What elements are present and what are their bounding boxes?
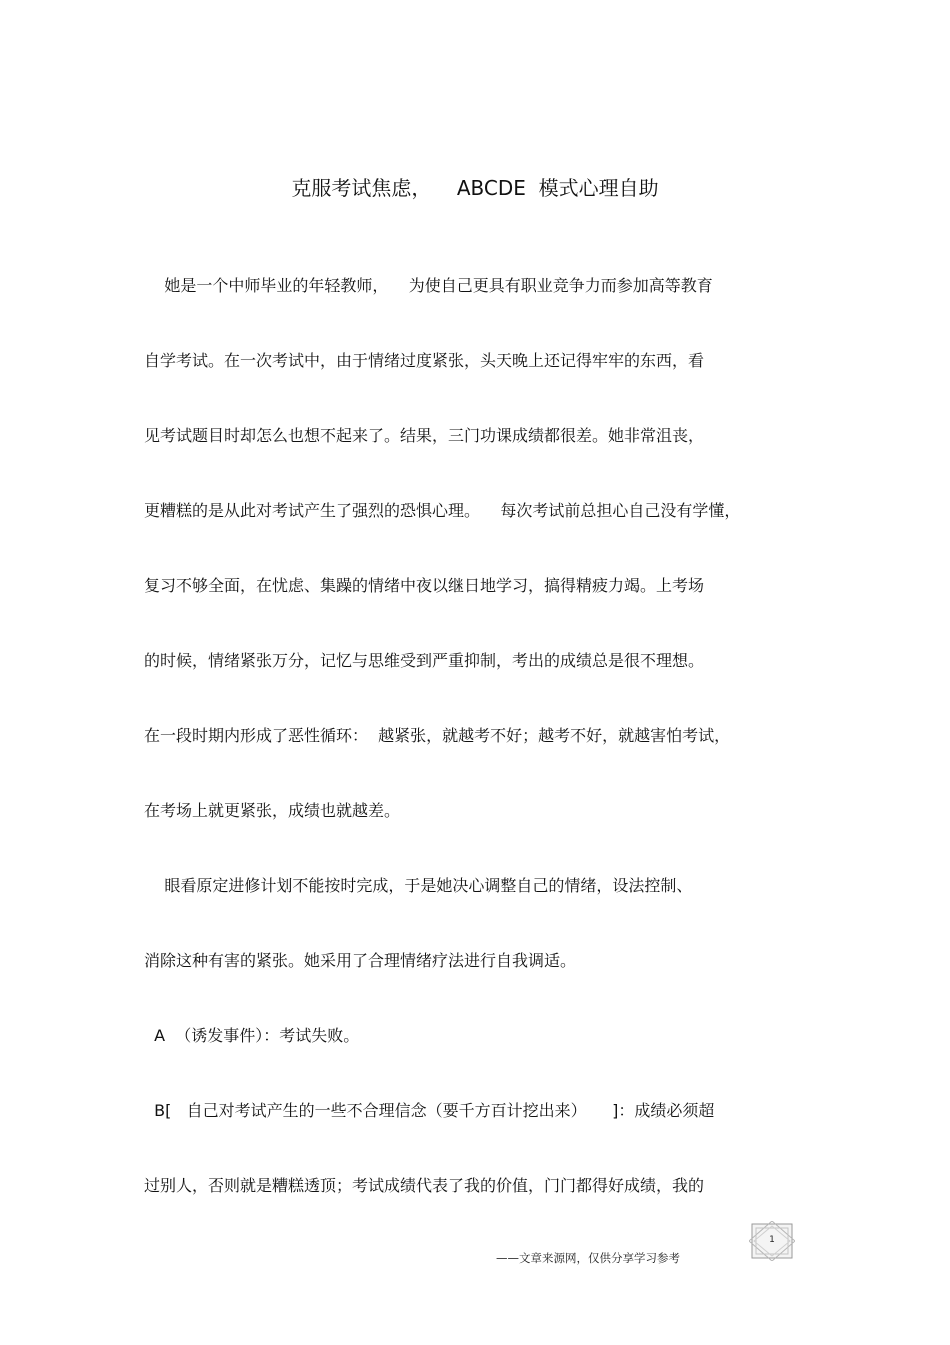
body-line: 她是一个中师毕业的年轻教师， 为使自己更具有职业竞争力而参加高等教育 — [144, 276, 713, 295]
body-line: B[ 自己对考试产生的一些不合理信念（要千方百计挖出来） ]：成绩必须超 — [144, 1101, 715, 1120]
body-line: 在一段时期内形成了恶性循环： 越紧张，就越考不好；越考不好，就越害怕考试， — [144, 726, 731, 745]
body-line: 自学考试。在一次考试中，由于情绪过度紧张，头天晚上还记得牢牢的东西，看 — [144, 351, 705, 370]
body-line: 消除这种有害的紧张。她采用了合理情绪疗法进行自我调适。 — [144, 951, 577, 970]
document-title: 克服考试焦虑， ABCDE 模式心理自助 — [291, 176, 659, 200]
page-number: 1 — [769, 1235, 775, 1245]
body-line: 眼看原定进修计划不能按时完成，于是她决心调整自己的情绪，设法控制、 — [144, 876, 693, 895]
body-line: 复习不够全面，在忧虑、集躁的情绪中夜以继日地学习，搞得精疲力竭。上考场 — [144, 576, 705, 595]
body-line: A （诱发事件）：考试失败。 — [144, 1026, 360, 1045]
footer-source-note: ——文章来源网，仅供分享学习参考 — [496, 1251, 680, 1265]
body-line: 的时候，情绪紧张万分，记忆与思维受到严重抑制，考出的成绩总是很不理想。 — [144, 651, 705, 670]
page-number-badge — [749, 1221, 795, 1261]
body-line: 见考试题目时却怎么也想不起来了。结果，三门功课成绩都很差。她非常沮丧， — [144, 426, 705, 445]
body-line: 在考场上就更紧张，成绩也就越差。 — [144, 801, 401, 820]
body-line: 更糟糕的是从此对考试产生了强烈的恐惧心理。 每次考试前总担心自己没有学懂， — [144, 501, 741, 520]
body-line: 过别人，否则就是糟糕透顶；考试成绩代表了我的价值，门门都得好成绩，我的 — [144, 1176, 705, 1195]
